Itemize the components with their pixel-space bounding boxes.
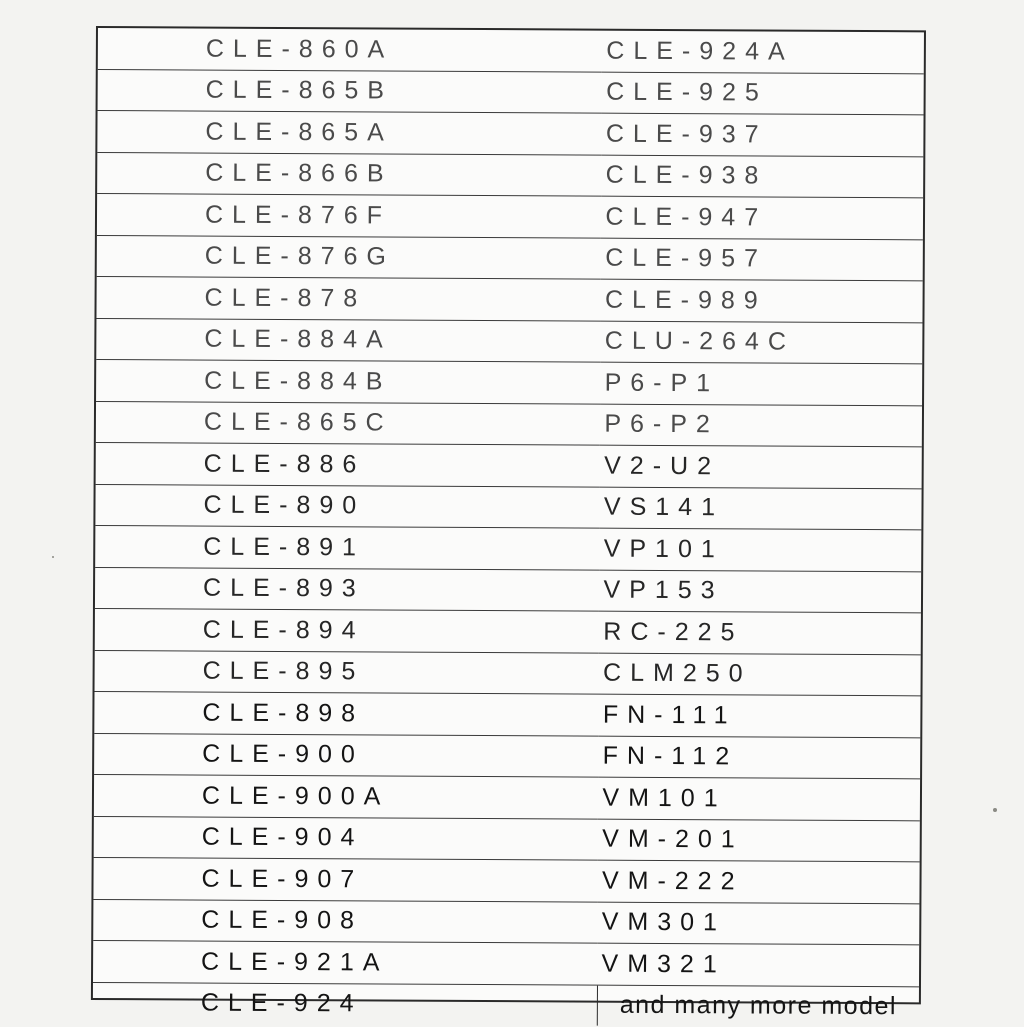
right-model-cell: VM-222 <box>598 860 920 903</box>
table-row <box>98 28 924 73</box>
paper-speck <box>52 556 54 558</box>
table-row <box>97 235 923 281</box>
left-model-cell: CLE-865C <box>96 401 601 445</box>
left-model-cell: CLE-865A <box>97 111 602 155</box>
left-model-cell: CLE-878 <box>96 277 601 321</box>
left-model-cell: CLE-898 <box>94 692 599 736</box>
right-model-cell: CLU-264C <box>601 321 923 364</box>
table-row <box>97 111 923 157</box>
right-model-cell: VM301 <box>598 902 920 945</box>
left-model-cell: CLE-890 <box>95 484 600 528</box>
left-model-cell: CLE-884A <box>96 318 601 362</box>
right-model-cell: VM321 <box>597 943 919 986</box>
left-model-cell: CLE-900 <box>94 733 599 777</box>
table-row <box>96 401 922 447</box>
model-list-sheet <box>91 26 926 1021</box>
left-model-cell: CLE-886 <box>96 443 601 487</box>
right-model-cell: V2-U2 <box>600 445 922 488</box>
right-model-cell: FN-112 <box>599 736 921 779</box>
left-model-cell: CLE-907 <box>93 857 598 901</box>
table-row <box>93 857 919 903</box>
left-model-cell: CLE-884B <box>96 360 601 404</box>
table-row <box>97 194 923 240</box>
table-row <box>94 692 920 738</box>
right-model-cell: CLE-937 <box>602 113 924 156</box>
left-model-cell: CLE-860A <box>98 28 603 72</box>
table-row <box>94 816 920 862</box>
right-model-cell: P6-P1 <box>600 362 922 405</box>
table-row <box>95 526 921 572</box>
table-row <box>98 69 924 115</box>
right-model-cell: VP101 <box>600 528 922 571</box>
table-row <box>94 733 920 779</box>
paper-speck <box>993 808 997 812</box>
right-model-cell: VM101 <box>598 777 920 820</box>
right-model-cell: VP153 <box>599 570 921 613</box>
right-model-cell: P6-P2 <box>600 404 922 447</box>
table-row <box>93 940 919 986</box>
right-model-cell: CLE-947 <box>601 196 923 239</box>
table-row <box>94 775 920 821</box>
left-model-cell: CLE-908 <box>93 899 598 943</box>
table-row <box>95 484 921 530</box>
right-model-cell: CLE-924A <box>602 31 924 74</box>
table-row <box>95 609 921 655</box>
right-model-cell: VM-201 <box>598 819 920 862</box>
right-model-cell: CLE-957 <box>601 238 923 281</box>
right-model-cell: RC-225 <box>599 611 921 654</box>
table-row <box>96 443 922 489</box>
right-model-cell: CLM250 <box>599 653 921 696</box>
left-model-cell: CLE-894 <box>95 609 600 653</box>
table-row <box>97 152 923 198</box>
left-model-cell: CLE-866B <box>97 152 602 196</box>
more-models-note: and many more model <box>597 985 919 1027</box>
left-model-cell: CLE-876G <box>97 235 602 279</box>
right-model-cell: VS141 <box>600 487 922 530</box>
left-model-cell: CLE-876F <box>97 194 602 238</box>
right-model-cell: CLE-989 <box>601 279 923 322</box>
left-model-cell: CLE-893 <box>95 567 600 611</box>
table-row <box>96 360 922 406</box>
table-row <box>95 567 921 613</box>
table-row <box>95 650 921 696</box>
left-model-cell: CLE-865B <box>98 69 603 113</box>
right-model-cell: CLE-938 <box>602 155 924 198</box>
left-model-cell: CLE-895 <box>95 650 600 694</box>
table-row <box>93 982 919 1027</box>
right-model-cell: CLE-925 <box>602 72 924 115</box>
table-row <box>96 318 922 364</box>
left-model-cell: CLE-904 <box>94 816 599 860</box>
right-model-cell: FN-111 <box>599 694 921 737</box>
left-model-cell: CLE-921A <box>93 940 598 984</box>
model-list-table <box>93 28 924 1027</box>
table-row <box>93 899 919 945</box>
left-model-cell: CLE-891 <box>95 526 600 570</box>
table-row <box>96 277 922 323</box>
left-model-cell: CLE-900A <box>94 775 599 819</box>
left-model-cell: CLE-924 <box>200 988 363 1018</box>
